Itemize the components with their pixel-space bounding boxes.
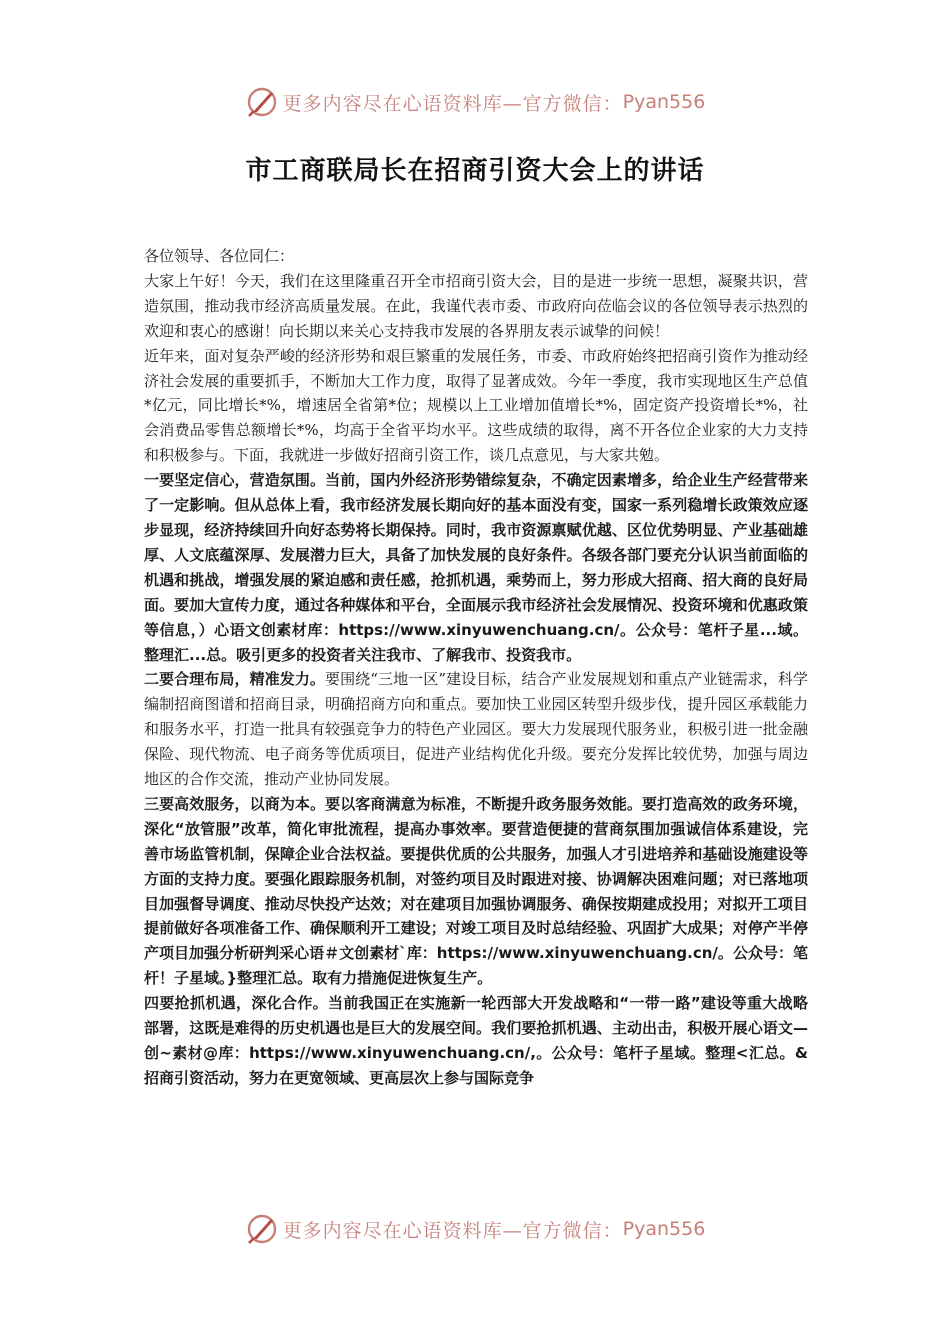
- banner-text: 更多内容尽在心语资料库—官方微信：: [282, 1219, 623, 1242]
- banner-wechat-id: Pyan556: [622, 91, 706, 113]
- paragraph-opening: 大家上午好！今天，我们在这里隆重召开全市招商引资大会，目的是进一步统一思想，凝聚共识，营造氛围，推动我市经济高质量发展。在此，我谨代表市委、市政府向莅临会议的各位领导表示热烈的欢迎和衷心的感谢！向长期以来关心支持我市发展的各界朋友表示诚挚的问候！: [144, 271, 808, 340]
- banner-text: 更多内容尽在心语资料库—官方微信：: [282, 92, 623, 115]
- paragraph-point-2: [144, 667, 808, 792]
- quill-pen-circle-icon: [245, 1212, 279, 1246]
- header-banner: [0, 80, 950, 124]
- quill-pen-circle-icon: [245, 85, 279, 119]
- paragraph-point-4: 四要抢抓机遇，深化合作。当前我国正在实施新一轮西部大开发战略和“一带一路”建设等重大战略部署，这既是难得的历史机遇也是巨大的发展空间。我们要抢抓机遇、主动出击，积极开展心语文—创~素材@库：https://www.xinyuwenchuang.cn/,。公众号：笔杆子星域。整理<汇总。&招商引资活动，努力在更宽领域、更高层次上参与国际竞争: [144, 994, 808, 1087]
- banner-wechat-id: Pyan556: [622, 1218, 706, 1240]
- footer-banner: [0, 1207, 950, 1251]
- point-2-heading: 二要合理布局，精准发力。: [144, 670, 325, 689]
- salutation: 各位领导、各位同仁：: [144, 247, 295, 265]
- document-title: 市工商联局长在招商引资大会上的讲话: [245, 156, 705, 186]
- paragraph-point-1: 一要坚定信心，营造氛围。当前，国内外经济形势错综复杂，不确定因素增多，给企业生产经营带来了一定影响。但从总体上看，我市经济发展长期向好的基本面没有变，国家一系列稳增长政策效应逐步显现，经济持续回升向好态势将长期保持。同时，我市资源禀赋优越、区位优势明显、产业基础雄厚、人文底蕴深厚、发展潜力巨大，具备了加快发展的良好条件。各级各部门要充分认识当前面临的机遇和挑战，增强发展的紧迫感和责任感，抢抓机遇，乘势而上，努力形成大招商、招大商的良好局面。要加大宣传力度，通过各种媒体和平台，全面展示我市经济社会发展情况、投资环境和优惠政策等信息，）心语文创素材库：https://www.xinyuwenchuang.cn/。公众号：笔杆子星...域。整理汇...总。吸引更多的投资者关注我市、了解我市、投资我市。: [144, 471, 808, 664]
- document-body: [144, 244, 808, 1091]
- point-2-body: 要围绕“三地一区”建设目标，结合产业发展规划和重点产业链需求，科学编制招商图谱和招商目录，明确招商方向和重点。要加快工业园区转型升级步伐，提升园区承载能力和服务水平，打造一批具有较强竞争力的特色产业园区。要大力发展现代服务业，积极引进一批金融保险、现代物流、电子商务等优质项目，促进产业结构优化升级。要充分发挥比较优势，加强与周边地区的合作交流，推动产业协同发展。: [144, 670, 808, 789]
- paragraph-background: 近年来，面对复杂严峻的经济形势和艰巨繁重的发展任务，市委、市政府始终把招商引资作为推动经济社会发展的重要抓手，不断加大工作力度，取得了显著成效。今年一季度，我市实现地区生产总值*亿元，同比增长*%，增速居全省第*位；规模以上工业增加值增长*%，固定资产投资增长*%，社会消费品零售总额增长*%，均高于全省平均水平。这些成绩的取得，离不开各位企业家的大力支持和积极参与。下面，我就进一步做好招商引资工作，谈几点意见，与大家共勉。: [144, 346, 808, 465]
- paragraph-point-3: 三要高效服务，以商为本。要以客商满意为标准，不断提升政务服务效能。要打造高效的政务环境，深化“放管服”改革，简化审批流程，提高办事效率。要营造便捷的营商氛围加强诚信体系建设，完善市场监管机制，保障企业合法权益。要提供优质的公共服务，加强人才引进培养和基础设施建设等方面的支持力度。要强化跟踪服务机制，对签约项目及时跟进对接、协调解决困难问题；对已落地项目加强督导调度、推动尽快投产达效；对在建项目加强协调服务、确保按期建成投用；对拟开工项目提前做好各项准备工作、确保顺利开工建设；对竣工项目及时总结经验、巩固扩大成果；对停产半停产项目加强分析研判采心语＃文创素材`库：https://www.xinyuwenchuang.cn/。公众号：笔杆！子星域。}整理汇总。取有力措施促进恢复生产。: [144, 794, 808, 988]
